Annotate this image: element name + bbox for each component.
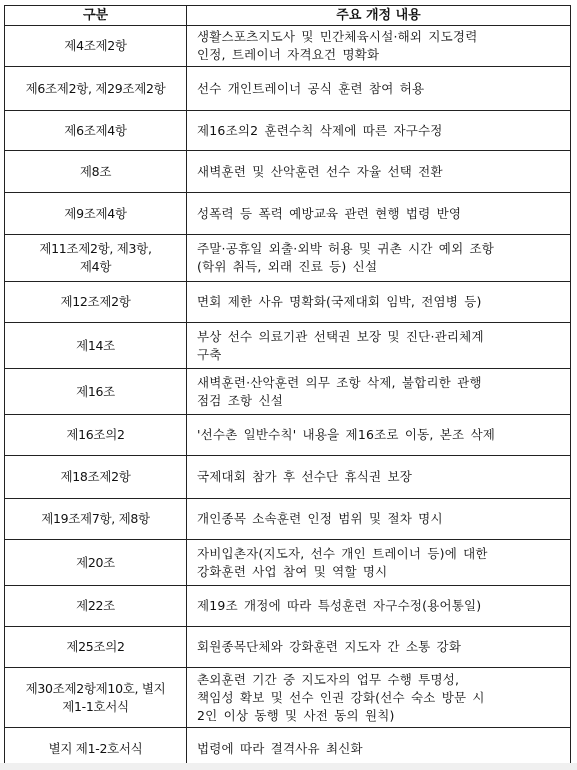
header-section: 구분 [5, 6, 187, 26]
table-row [5, 668, 571, 728]
table-row [5, 235, 571, 282]
content-cell: 생활스포츠지도사 및 민간체육시설·해외 지도경력 인정, 트레이너 자격요건 명확화 [187, 26, 571, 67]
table-row [5, 499, 571, 540]
content-cell: 성폭력 등 폭력 예방교육 관련 현행 법령 반영 [187, 193, 571, 235]
content-cell: 제19조 개정에 따라 특성훈련 자구수정(용어통일) [187, 586, 571, 627]
content-cell: 선수 개인트레이너 공식 훈련 참여 허용 [187, 67, 571, 111]
section-cell: 제20조 [5, 540, 187, 586]
section-cell: 제14조 [5, 323, 187, 369]
content-cell: 새벽훈련 및 산악훈련 선수 자율 선택 전환 [187, 151, 571, 193]
content-cell: 개인종목 소속훈련 인정 범위 및 절차 명시 [187, 499, 571, 540]
table-row [5, 193, 571, 235]
section-cell: 제11조제2항, 제3항, 제4항 [5, 235, 187, 282]
section-cell: 별지 제1-2호서식 [5, 728, 187, 770]
section-cell: 제6조제4항 [5, 111, 187, 151]
amendment-document [4, 5, 570, 770]
amendment-table [4, 5, 571, 770]
content-cell: 법령에 따라 결격사유 최신화 [187, 728, 571, 770]
header-row [5, 6, 571, 26]
table-row [5, 540, 571, 586]
content-cell: 자비입촌자(지도자, 선수 개인 트레이너 등)에 대한 강화훈련 사업 참여 및 역할 명시 [187, 540, 571, 586]
header-content: 주요 개정 내용 [187, 6, 571, 26]
table-row [5, 586, 571, 627]
content-cell: 제16조의2 훈련수칙 삭제에 따른 자구수정 [187, 111, 571, 151]
section-cell: 제12조제2항 [5, 282, 187, 323]
content-cell: 촌외훈련 기간 중 지도자의 업무 수행 투명성, 책임성 확보 및 선수 인권 강화(선수 숙소 방문 시 2인 이상 동행 및 사전 동의 원칙) [187, 668, 571, 728]
table-row [5, 323, 571, 369]
content-cell: 국제대회 참가 후 선수단 휴식권 보장 [187, 456, 571, 499]
table-row [5, 26, 571, 67]
content-cell: '선수촌 일반수칙' 내용을 제16조로 이동, 본조 삭제 [187, 415, 571, 456]
table-row [5, 67, 571, 111]
table-row [5, 369, 571, 415]
section-cell: 제8조 [5, 151, 187, 193]
section-cell: 제16조의2 [5, 415, 187, 456]
section-cell: 제6조제2항, 제29조제2항 [5, 67, 187, 111]
section-cell: 제30조제2항제10호, 별지 제1-1호서식 [5, 668, 187, 728]
table-row [5, 415, 571, 456]
table-header [5, 6, 571, 26]
content-cell: 회원종목단체와 강화훈련 지도자 간 소통 강화 [187, 627, 571, 668]
table-body [5, 26, 571, 770]
section-cell: 제18조제2항 [5, 456, 187, 499]
table-row [5, 627, 571, 668]
bottom-margin-strip [0, 763, 577, 770]
section-cell: 제19조제7항, 제8항 [5, 499, 187, 540]
table-row [5, 456, 571, 499]
table-row [5, 282, 571, 323]
section-cell: 제22조 [5, 586, 187, 627]
table-row [5, 151, 571, 193]
section-cell: 제25조의2 [5, 627, 187, 668]
content-cell: 새벽훈련·산악훈련 의무 조항 삭제, 불합리한 관행 점검 조항 신설 [187, 369, 571, 415]
content-cell: 면회 제한 사유 명확화(국제대회 임박, 전염병 등) [187, 282, 571, 323]
section-cell: 제16조 [5, 369, 187, 415]
content-cell: 주말·공휴일 외출·외박 허용 및 귀촌 시간 예외 조항 (학위 취득, 외래 진료 등) 신설 [187, 235, 571, 282]
section-cell: 제4조제2항 [5, 26, 187, 67]
section-cell: 제9조제4항 [5, 193, 187, 235]
content-cell: 부상 선수 의료기관 선택권 보장 및 진단·관리체계 구축 [187, 323, 571, 369]
table-row [5, 111, 571, 151]
